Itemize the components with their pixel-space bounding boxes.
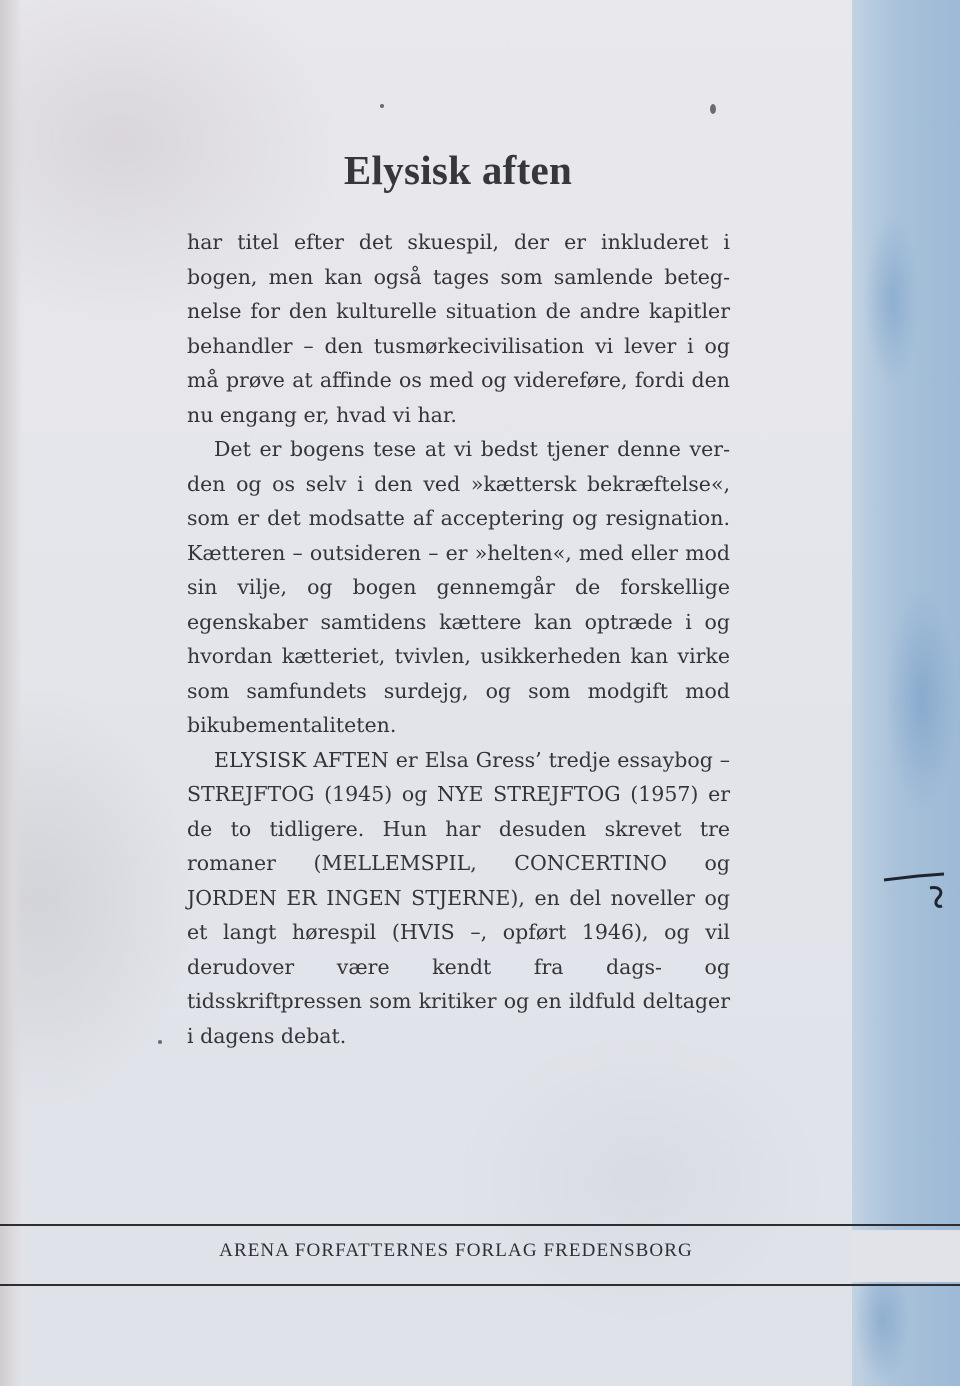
divider-top <box>0 1224 960 1226</box>
dust-speck <box>710 104 716 114</box>
blurb-text <box>187 225 730 1053</box>
divider-bottom <box>0 1284 960 1286</box>
pen-mark <box>882 868 952 912</box>
publisher-line: ARENA FORFATTERNES FORLAG FREDENSBORG <box>219 1240 693 1261</box>
paragraph: Det er bogens tese at vi bedst tjener denne verden og os selv i den ved »kættersk bekræftelse«, som er det modsatte af acceptering og resignation. Kætteren – outsideren – er »helten«, med eller mod sin vilje, og bogen gennemgår de forskellige egenskaber samtidens kættere kan optræde i og hvordan kætteriet, tvivlen, usikkerheden kan virke som samfundets surdejg, og som modgift mod bikubementaliteten. <box>187 437 730 737</box>
blue-spine-strip <box>852 0 960 1386</box>
page-title: Elysisk aften <box>343 147 573 193</box>
paragraph: ELYSISK AFTEN er Elsa Gress’ tredje essaybog – STREJFTOG (1945) og NYE STREJFTOG (1957) er de to tidligere. Hun har desuden skrevet tre romaner (MELLEMSPIL, CONCERTINO og JORDEN ER INGEN STJERNE), en del noveller og et langt hørespil (HVIS –, opført 1946), og vil derudover være kendt fra dags- og tidsskriftpressen som kritiker og en ildfuld deltager i dagens debat. <box>187 747 730 1048</box>
paper-edge-shading <box>0 0 22 1386</box>
paragraph: har titel efter det skuespil, der er inkluderet i bogen, men kan også tages som samlende betegnelse for den kulturelle situation de andre kapitler behandler – den tusmørkecivilisation vi lever i og må prøve at affinde os med og videreføre, fordi den nu engang er, hvad vi har. <box>187 230 730 427</box>
dust-speck <box>380 104 384 108</box>
dust-speck <box>158 1040 162 1044</box>
